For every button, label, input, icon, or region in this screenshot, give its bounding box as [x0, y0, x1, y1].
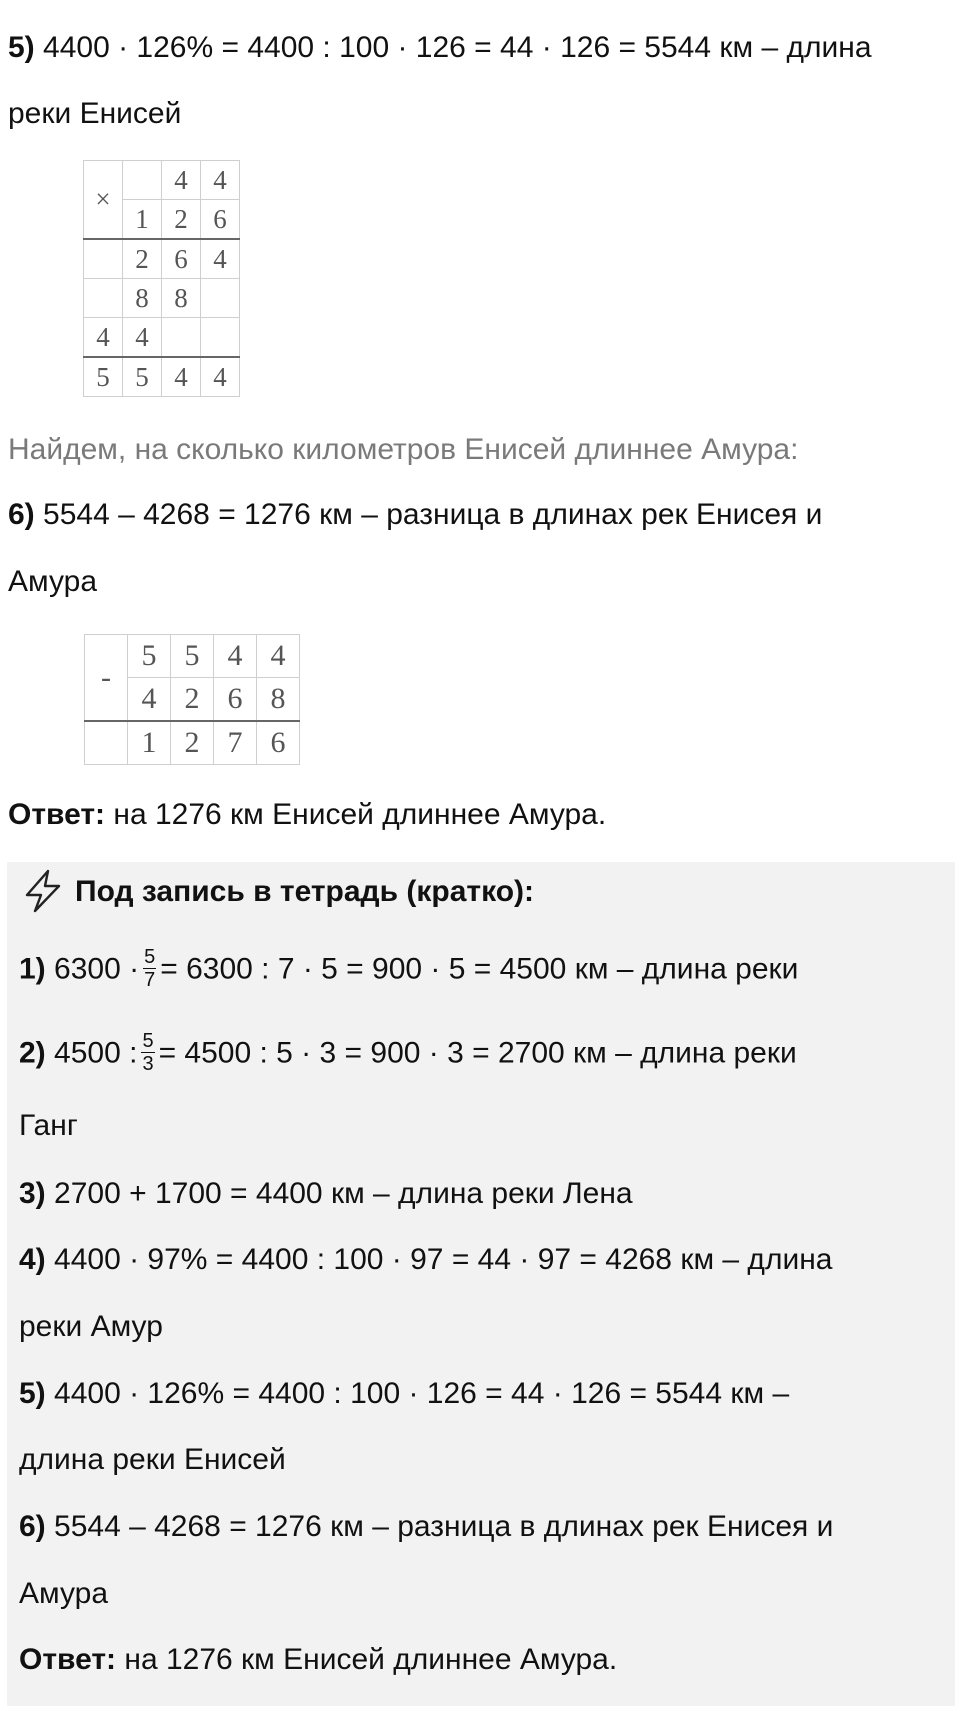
- summary-step-1: [19, 948, 798, 993]
- step-5-continuation: реки Енисей: [8, 97, 182, 130]
- summary-step-3: [19, 1174, 633, 1214]
- digit-cell: 4: [123, 318, 162, 358]
- digit-cell: 6: [214, 678, 257, 722]
- notebook-summary-box: [7, 862, 955, 1706]
- digit-cell: [201, 318, 240, 358]
- digit-cell: 4: [257, 635, 300, 678]
- digit-cell: 5: [171, 635, 214, 678]
- digit-cell: 4: [162, 357, 201, 397]
- digit-cell: [84, 239, 123, 279]
- fraction-numerator: 5: [142, 1030, 154, 1052]
- digit-cell: 5: [84, 357, 123, 397]
- step-number: 5): [8, 31, 35, 64]
- step-text: 6300 ·: [45, 952, 140, 986]
- step-text: 2700 + 1700 = 4400 км – длина реки Лена: [45, 1177, 633, 1210]
- step-6-continuation: Амура: [8, 565, 98, 598]
- fraction-numerator: 5: [144, 946, 156, 968]
- summary-answer: [19, 1640, 617, 1680]
- step-text: 4400 · 126% = 4400 : 100 · 126 = 44 · 126 = 5544 км –: [45, 1377, 790, 1410]
- summary-step-2-continuation: Ганг: [19, 1109, 78, 1142]
- minus-sign: -: [85, 635, 128, 722]
- step-6-line: [8, 495, 822, 535]
- answer-text: на 1276 км Енисей длиннее Амура.: [116, 1643, 618, 1676]
- step-number: 6): [8, 498, 35, 531]
- fraction: [143, 946, 156, 991]
- digit-cell: 6: [201, 200, 240, 240]
- summary-step-6: [19, 1507, 833, 1547]
- answer-text: на 1276 км Енисей длиннее Амура.: [105, 798, 607, 831]
- digit-cell: 8: [257, 678, 300, 722]
- summary-step-4: [19, 1240, 832, 1280]
- digit-cell: 1: [128, 721, 171, 765]
- digit-cell: 2: [162, 200, 201, 240]
- digit-cell: [201, 279, 240, 318]
- digit-cell: 5: [123, 357, 162, 397]
- fraction-denominator: 3: [142, 1053, 154, 1075]
- multiply-sign: ×: [84, 161, 123, 240]
- digit-cell: 4: [214, 635, 257, 678]
- summary-step-4-continuation: реки Амур: [19, 1310, 163, 1343]
- multiplication-table: [83, 160, 240, 397]
- step-number: 6): [19, 1510, 46, 1543]
- step-number: 5): [19, 1377, 46, 1410]
- digit-cell: [84, 279, 123, 318]
- digit-cell: [162, 318, 201, 358]
- digit-cell: 7: [214, 721, 257, 765]
- fraction-denominator: 7: [144, 969, 156, 991]
- summary-step-5: [19, 1374, 789, 1414]
- step-text: = 4500 : 5 · 3 = 900 · 3 = 2700 км – длина реки: [158, 1036, 797, 1070]
- digit-cell: 4: [162, 161, 201, 200]
- digit-cell: 2: [123, 239, 162, 279]
- digit-cell: [123, 161, 162, 200]
- digit-cell: 4: [84, 318, 123, 358]
- summary-title-text: Под запись в тетрадь (кратко):: [75, 875, 535, 908]
- summary-title: [75, 872, 534, 912]
- subtraction-table: [84, 634, 300, 765]
- digit-cell: 6: [162, 239, 201, 279]
- digit-cell: [85, 721, 128, 765]
- step-number: 1): [19, 952, 46, 986]
- step-number: 4): [19, 1243, 46, 1276]
- step-text: 4400 · 97% = 4400 : 100 · 97 = 44 · 97 = 4268 км – длина: [45, 1243, 833, 1276]
- digit-cell: 5: [128, 635, 171, 678]
- fraction: [141, 1030, 154, 1075]
- digit-cell: 6: [257, 721, 300, 765]
- lightning-icon: [21, 868, 65, 914]
- summary-step-6-continuation: Амура: [19, 1577, 109, 1610]
- step-text: 5544 – 4268 = 1276 км – разница в длинах рек Енисея и: [34, 498, 823, 531]
- digit-cell: 8: [123, 279, 162, 318]
- digit-cell: 2: [171, 721, 214, 765]
- answer-line: [8, 795, 606, 835]
- digit-cell: 8: [162, 279, 201, 318]
- step-text: = 6300 : 7 · 5 = 900 · 5 = 4500 км – длина реки: [160, 952, 799, 986]
- summary-step-2: [19, 1032, 797, 1077]
- digit-cell: 4: [201, 239, 240, 279]
- digit-cell: 2: [171, 678, 214, 722]
- answer-label: Ответ:: [8, 798, 106, 831]
- step-text: 4500 :: [45, 1036, 138, 1070]
- hint-text: Найдем, на сколько километров Енисей длиннее Амура:: [8, 433, 799, 466]
- digit-cell: 4: [128, 678, 171, 722]
- summary-step-5-continuation: длина реки Енисей: [19, 1443, 286, 1476]
- step-text: 4400 · 126% = 4400 : 100 · 126 = 44 · 126 = 5544 км – длина: [34, 31, 872, 64]
- digit-cell: 4: [201, 357, 240, 397]
- step-number: 2): [19, 1036, 46, 1070]
- digit-cell: 1: [123, 200, 162, 240]
- step-5-line: [8, 28, 872, 68]
- digit-cell: 4: [201, 161, 240, 200]
- step-text: 5544 – 4268 = 1276 км – разница в длинах рек Енисея и: [45, 1510, 834, 1543]
- answer-label: Ответ:: [19, 1643, 117, 1676]
- step-number: 3): [19, 1177, 46, 1210]
